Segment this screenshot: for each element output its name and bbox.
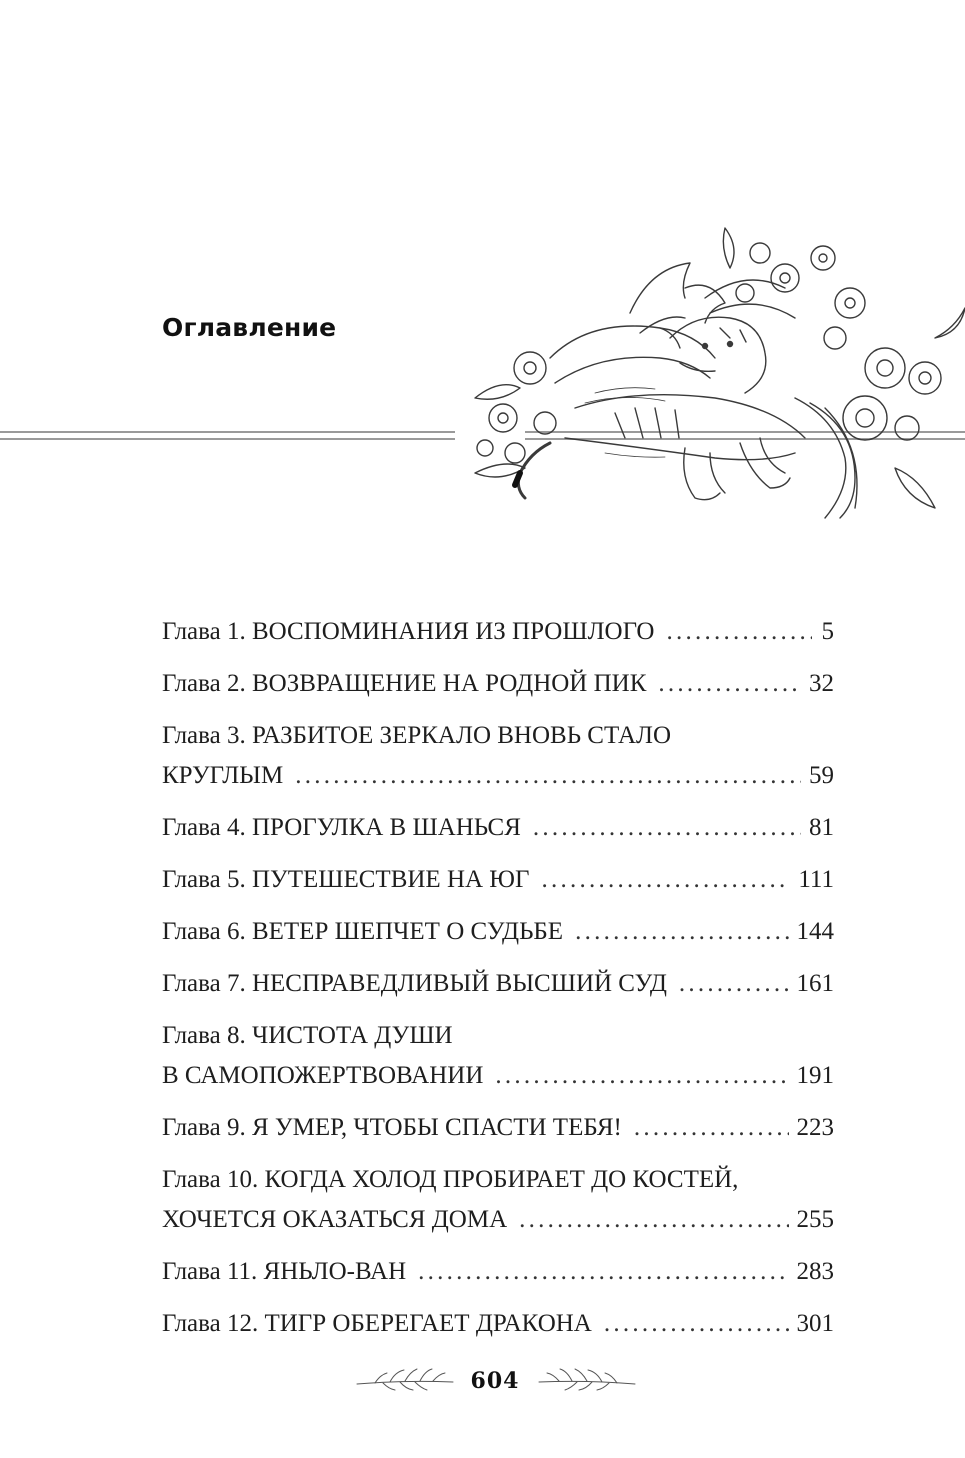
toc-entry-11[interactable]: [162, 1252, 834, 1292]
toc-line: [162, 756, 834, 796]
toc-entry-title: Глава 10. КОГДА ХОЛОД ПРОБИРАЕТ ДО КОСТЕЙ,: [162, 1166, 739, 1193]
toc-line: [162, 716, 834, 756]
toc-line: [162, 1108, 834, 1148]
toc-entry-title-cont: КРУГЛЫМ: [162, 762, 284, 789]
toc-entry-8[interactable]: [162, 1016, 834, 1096]
toc-leader-dots: [295, 756, 801, 796]
toc-leader-dots: [533, 808, 801, 848]
toc-entry-title: Глава 1. ВОСПОМИНАНИЯ ИЗ ПРОШЛОГО: [162, 618, 655, 645]
toc-entry-page: 283: [796, 1258, 834, 1285]
toc-line: [162, 1304, 834, 1344]
toc-entry-page: 81: [809, 814, 834, 841]
tiger-dragon-illustration-icon: [455, 218, 965, 563]
toc-entry-12[interactable]: [162, 1304, 834, 1344]
toc-entry-page: 191: [796, 1062, 834, 1089]
page-number: 604: [470, 1368, 520, 1394]
toc-entry-title-cont: ХОЧЕТСЯ ОКАЗАТЬСЯ ДОМА: [162, 1206, 508, 1233]
toc-entry-page: 144: [796, 918, 834, 945]
toc-entry-3[interactable]: [162, 716, 834, 796]
toc-line: [162, 860, 834, 900]
toc-line: [162, 1016, 834, 1056]
toc-entry-title: Глава 3. РАЗБИТОЕ ЗЕРКАЛО ВНОВЬ СТАЛО: [162, 722, 672, 749]
toc-entry-title: Глава 2. ВОЗВРАЩЕНИЕ НА РОДНОЙ ПИК: [162, 670, 647, 697]
toc-leader-dots: [575, 912, 788, 952]
toc-leader-dots: [604, 1304, 789, 1344]
toc-entry-5[interactable]: [162, 860, 834, 900]
toc-leader-dots: [541, 860, 790, 900]
toc-leader-dots: [634, 1108, 789, 1148]
toc-entry-page: 59: [809, 762, 834, 789]
toc-line: [162, 1160, 834, 1200]
toc-entry-title: Глава 5. ПУТЕШЕСТВИЕ НА ЮГ: [162, 866, 530, 893]
toc-entry-10[interactable]: [162, 1160, 834, 1240]
toc-line: [162, 1200, 834, 1240]
toc-entry-page: 301: [796, 1310, 834, 1337]
toc-leader-dots: [418, 1252, 788, 1292]
toc-line: [162, 808, 834, 848]
toc-entry-title: Глава 7. НЕСПРАВЕДЛИВЫЙ ВЫСШИЙ СУД: [162, 970, 667, 997]
toc-line: [162, 912, 834, 952]
toc-line: [162, 964, 834, 1004]
toc-entry-title: Глава 8. ЧИСТОТА ДУШИ: [162, 1022, 453, 1049]
toc-entry-2[interactable]: [162, 664, 834, 704]
toc-line: [162, 1252, 834, 1292]
toc-entry-title: Глава 12. ТИГР ОБЕРЕГАЕТ ДРАКОНА: [162, 1310, 592, 1337]
toc-entry-page: 255: [796, 1206, 834, 1233]
toc-entry-page: 32: [809, 670, 834, 697]
page-title: Оглавление: [162, 313, 337, 342]
toc-line: [162, 612, 834, 652]
toc-entry-6[interactable]: [162, 912, 834, 952]
toc-line: [162, 1056, 834, 1096]
toc-leader-dots: [666, 612, 812, 652]
table-of-contents: [162, 612, 834, 1344]
toc-leader-dots: [679, 964, 789, 1004]
toc-entry-9[interactable]: [162, 1108, 834, 1148]
toc-entry-4[interactable]: [162, 808, 834, 848]
toc-entry-title: Глава 9. Я УМЕР, ЧТОБЫ СПАСТИ ТЕБЯ!: [162, 1114, 622, 1141]
toc-entry-title: Глава 6. ВЕТЕР ШЕПЧЕТ О СУДЬБЕ: [162, 918, 564, 945]
toc-leader-dots: [658, 664, 801, 704]
toc-entry-title: Глава 11. ЯНЬЛО-ВАН: [162, 1258, 407, 1285]
toc-leader-dots: [495, 1056, 788, 1096]
toc-line: [162, 664, 834, 704]
leaf-sprig-left-icon: [355, 1362, 455, 1398]
toc-leader-dots: [519, 1200, 788, 1240]
toc-entry-title-cont: В САМОПОЖЕРТВОВАНИИ: [162, 1062, 484, 1089]
toc-entry-title: Глава 4. ПРОГУЛКА В ШАНЬСЯ: [162, 814, 521, 841]
toc-entry-page: 111: [798, 866, 834, 893]
toc-entry-1[interactable]: [162, 612, 834, 652]
toc-entry-7[interactable]: [162, 964, 834, 1004]
toc-entry-page: 223: [796, 1114, 834, 1141]
toc-entry-page: 161: [796, 970, 834, 997]
toc-entry-page: 5: [821, 618, 834, 645]
leaf-sprig-right-icon: [537, 1362, 637, 1398]
